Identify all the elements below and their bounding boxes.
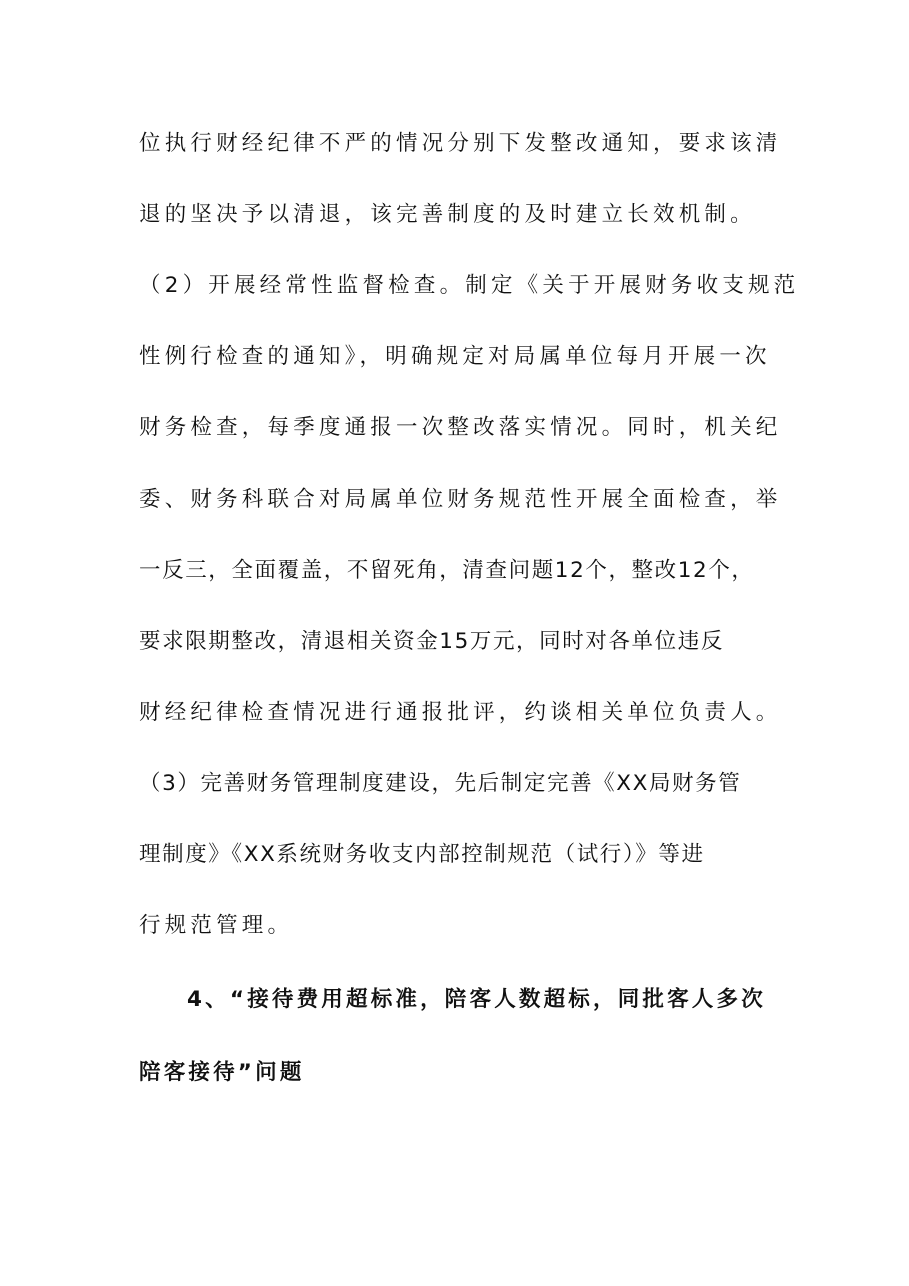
paragraph-line: 要求限期整改，清退相关资金15万元，同时对各单位违反 — [139, 629, 724, 654]
paragraph-line: （2）开展经常性监督检查。制定《关于开展财务收支规范 — [139, 273, 800, 298]
paragraph-line: 退的坚决予以清退，该完善制度的及时建立长效机制。 — [139, 202, 756, 227]
paragraph-line: 理制度》《XX系统财务收支内部控制规范（试行）》等进 — [139, 842, 705, 867]
section-heading-line-2: 陪客接待”问题 — [139, 1060, 305, 1085]
paragraph-line: 一反三，全面覆盖，不留死角，清查问题12个，整改12个， — [139, 558, 755, 583]
paragraph-line: 性例行检查的通知》，明确规定对局属单位每月开展一次 — [139, 344, 771, 369]
paragraph-line: 委、财务科联合对局属单位财务规范性开展全面检查，举 — [139, 487, 782, 512]
paragraph-line: 位执行财经纪律不严的情况分别下发整改通知，要求该清 — [139, 131, 782, 156]
paragraph-line: 行规范管理。 — [139, 913, 294, 938]
paragraph-line: （3）完善财务管理制度建设，先后制定完善《XX局财务管 — [139, 771, 742, 796]
section-heading-line-1: 4、“接待费用超标准，陪客人数超标，同批客人多次 — [187, 987, 766, 1012]
paragraph-line: 财经纪律检查情况进行通报批评，约谈相关单位负责人。 — [139, 700, 782, 725]
paragraph-line: 财务检查，每季度通报一次整改落实情况。同时，机关纪 — [139, 415, 782, 440]
